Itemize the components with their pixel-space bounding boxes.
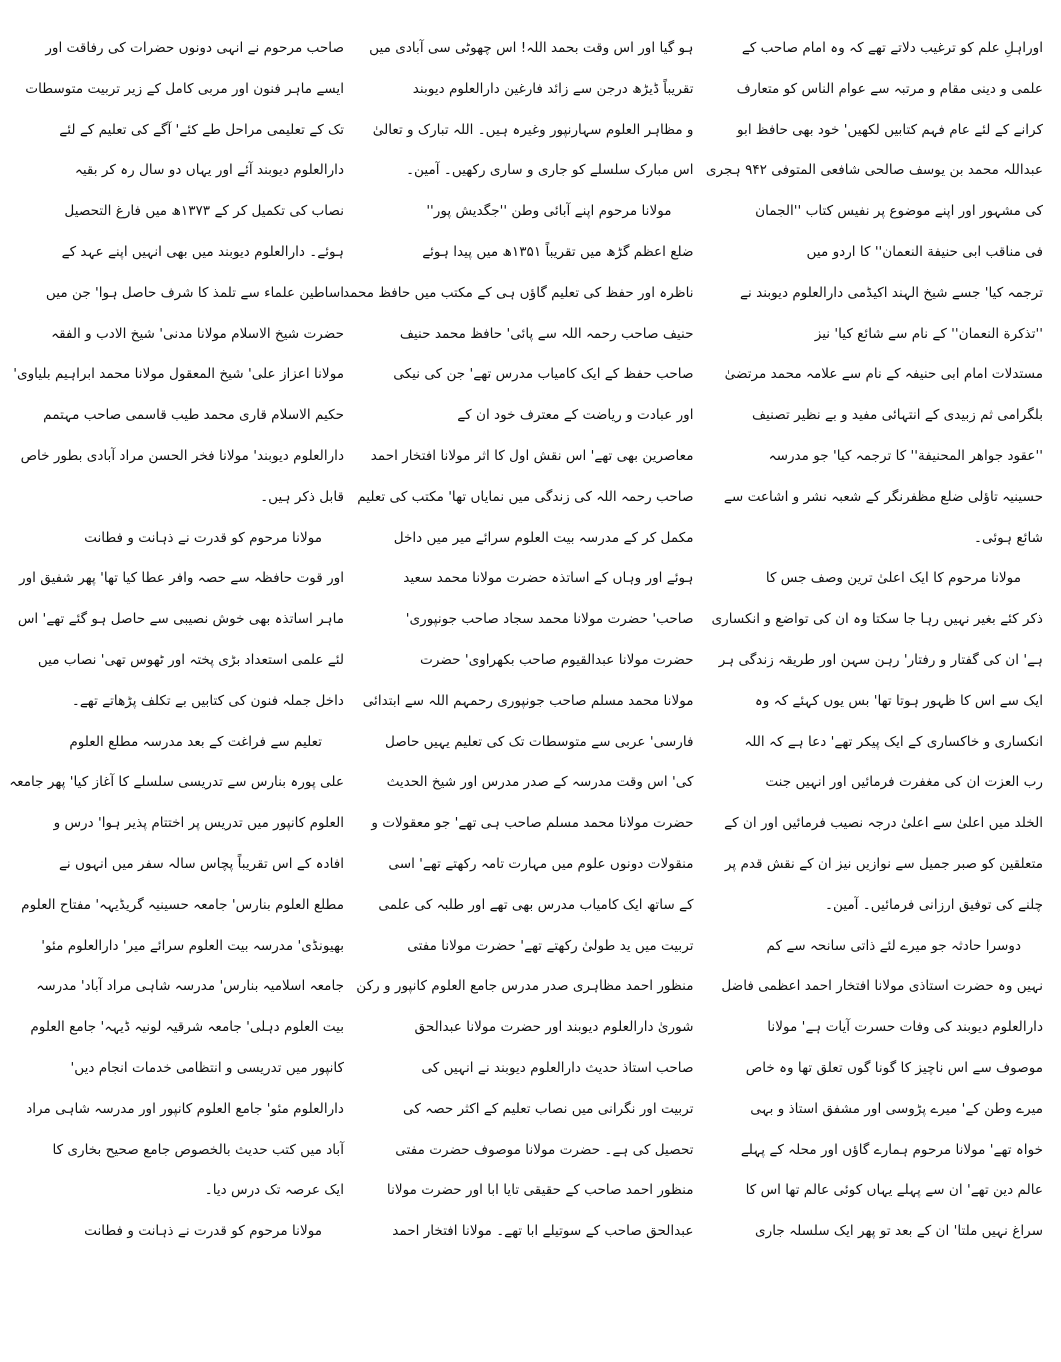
text-line: ماہر اساتذہ بھی خوش نصیبی سے حاصل ہو گئے تھے' اس xyxy=(17,611,344,628)
text-line: ایسے ماہر فنون اور مربی کامل کے زیر تربیت متوسطات xyxy=(25,80,344,97)
text-line: منظور احمد مظاہری صدر مدرس جامع العلوم کانپور و رکن xyxy=(356,978,694,995)
text-line: اور عبادت و ریاضت کے معترف خود ان کے xyxy=(457,407,694,424)
text-line: نہیں وہ حضرت استاذی مولانا افتخار احمد اعظمی فاضل xyxy=(721,978,1043,995)
text-line: دارالعلوم مئو' جامع العلوم کانپور اور مدرسہ شاہی مراد xyxy=(26,1100,344,1117)
text-line: مولانا اعزاز علی' شیخ المعقول مولانا محمد ابراہیم بلیاوی' xyxy=(13,366,344,383)
column-left xyxy=(9,28,344,1362)
text-line: تک کے تعلیمی مراحل طے کئے' آگے کی تعلیم کے لئے xyxy=(59,121,344,138)
text-line: عالم دین تھے' ان سے پہلے یہاں کوئی عالم تھا اس کا xyxy=(745,1182,1043,1199)
text-line: اوراہلِ علم کو ترغیب دلاتے تھے کہ وہ امام صاحب کے xyxy=(741,40,1043,56)
text-line: مطلع العلوم بنارس' جامعہ حسینیہ گریڈیہہ' مفتاح العلوم xyxy=(21,896,344,913)
text-line: مولانا مرحوم کا ایک اعلیٰ ترین وصف جس کا xyxy=(765,570,1021,587)
text-line: ترجمہ کیا' جسے شیخ الہند اکیڈمی دارالعلوم دیوبند نے xyxy=(740,284,1043,301)
text-line: ضلع اعظم گڑھ میں تقریباً ۱۳۵۱ھ میں پیدا ہوئے xyxy=(422,243,694,260)
text-line: ہوئے اور وہاں کے اساتذہ حضرت مولانا محمد سعید xyxy=(403,570,694,587)
text-line: بھیونڈی' مدرسہ بیت العلوم سرائے میر' دارالعلوم مئو' xyxy=(41,937,344,954)
column-right xyxy=(705,28,1043,1362)
text-line: ذکر کئے بغیر نہیں رہا جا سکتا وہ ان کی تواضع و انکساری xyxy=(711,611,1043,628)
text-line: و مظاہر العلوم سہارنپور وغیرہ ہیں۔ اللہ تبارک و تعالیٰ xyxy=(372,121,694,138)
text-line: تربیت اور نگرانی میں نصاب تعلیم کے اکثر حصہ کی xyxy=(403,1100,694,1117)
text-line: مولانا مرحوم اپنے آبائی وطن ''جگدیش پور'' xyxy=(426,203,672,220)
text-line: تحصیل کی ہے۔ حضرت مولانا موصوف حضرت مفتی xyxy=(395,1141,694,1158)
text-line: مولانا مرحوم کو قدرت نے ذہانت و فطانت xyxy=(84,529,322,546)
text-line: عبدالحق صاحب کے سوتیلے ابا تھے۔ مولانا افتخار احمد xyxy=(392,1223,694,1240)
text-line: ہے' ان کی گفتار و رفتار' رہن سہن اور طریقہ زندگی ہر xyxy=(718,651,1043,668)
text-line: کی' اس وقت مدرسہ کے صدر مدرس اور شیخ الحدیث xyxy=(386,774,694,791)
text-line: ''تذکرة النعمان'' کے نام سے شائع کیا' نیز xyxy=(814,325,1043,342)
text-line: العلوم کانپور میں تدریس پر اختتام پذیر ہوا' درس و xyxy=(53,815,344,832)
text-line: چلنے کی توفیق ارزانی فرمائیں۔ آمین۔ xyxy=(824,896,1043,913)
text-line: تعلیم سے فراغت کے بعد مدرسہ مطلع العلوم xyxy=(69,733,322,750)
text-line: ''عقود جواهر المحنیفة'' کا ترجمہ کیا' جو مدرسہ xyxy=(768,447,1043,464)
text-line: عبداللہ محمد بن یوسف صالحی شافعی المتوفی ۹۴۲ ہجری xyxy=(705,162,1043,179)
text-line: کرانے کے لئے عام فہم کتابیں لکھیں' خود بھی حافظ ابو xyxy=(737,121,1043,138)
text-line: معاصرین بھی تھے' اس نقش اول کا اثر مولانا افتخار احمد xyxy=(370,447,694,464)
text-line: کے ساتھ ایک کامیاب مدرس بھی تھے اور طلبہ کی علمی xyxy=(378,896,694,913)
text-line: شوریٰ دارالعلوم دیوبند اور حضرت مولانا عبدالحق xyxy=(414,1019,694,1036)
text-line: انکساری و خاکساری کے ایک پیکر تھے' دعا ہے کہ اللہ xyxy=(744,733,1043,750)
text-line: بیت العلوم دہلی' جامعہ شرقیہ لونیہ ڈیہہ' جامع العلوم xyxy=(30,1019,344,1036)
text-line: حضرت مولانا عبدالقیوم صاحب بکھراوی' حضرت xyxy=(420,651,694,668)
text-columns xyxy=(9,28,1043,1362)
text-line: مولانا مرحوم کو قدرت نے ذہانت و فطانت xyxy=(84,1223,322,1240)
text-line: میرے وطن کے' میرے پڑوسی اور مشفق استاذ و بہی xyxy=(750,1100,1043,1117)
text-line: داخل جملہ فنون کی کتابیں بے تکلف پڑھاتے تھے۔ xyxy=(71,692,344,709)
text-line: حضرت مولانا محمد مسلم صاحب ہی تھے' جو معقولات و xyxy=(371,815,694,832)
column-middle xyxy=(343,28,694,1362)
text-line: اس مبارک سلسلے کو جاری و ساری رکھیں۔ آمین۔ xyxy=(406,162,694,179)
text-line: آباد میں کتب حدیث بالخصوص جامع صحیح بخاری کا xyxy=(52,1141,344,1158)
text-line: افادہ کے اس تقریباً پچاس سالہ سفر میں انہوں نے xyxy=(58,855,344,872)
text-line: منظور احمد صاحب کے حقیقی تایا ابا اور حضرت مولانا xyxy=(386,1182,694,1199)
text-line: حضرت شیخ الاسلام مولانا مدنی' شیخ الادب و الفقہ xyxy=(51,325,344,342)
text-line: دارالعلوم دیوبند آئے اور یہاں دو سال رہ کر بقیہ xyxy=(74,162,344,179)
text-line: ایک سے اس کا ظہور ہوتا تھا' بس یوں کہئے کہ وہ xyxy=(754,692,1043,709)
text-line: علمی و دینی مقام و مرتبہ سے عوام الناس کو متعارف xyxy=(736,80,1043,97)
text-line: دارالعلوم دیوبند' مولانا فخر الحسن مراد آبادی بطور خاص xyxy=(20,447,344,464)
text-line: حسینیہ تاؤلی ضلع مظفرنگر کے شعبہ نشر و اشاعت سے xyxy=(723,488,1043,505)
text-line: سراغ نہیں ملتا' ان کے بعد تو پھر ایک سلسلہ جاری xyxy=(755,1223,1043,1240)
text-line: حنیف صاحب رحمہ اللہ سے پائی' حافظ محمد حنیف xyxy=(399,325,694,342)
text-line: بلگرامی ثم زبیدی کے انتہائی مفید و بے نظیر تصنیف xyxy=(751,407,1043,424)
text-line: کانپور میں تدریسی و انتظامی خدمات انجام دیں' xyxy=(70,1059,344,1076)
text-line: خواہ تھے' مولانا مرحوم ہمارے گاؤں اور محلہ کے پہلے xyxy=(740,1141,1043,1158)
text-line: فارسی' عربی سے متوسطات تک کی تعلیم یہیں حاصل xyxy=(384,733,694,750)
text-line: صاحب رحمہ اللہ کی زندگی میں نمایاں تھا' مکتب کی تعلیم xyxy=(357,488,694,505)
text-line: مولانا محمد مسلم صاحب جونپوری رحمہم اللہ سے ابتدائی xyxy=(362,692,694,709)
text-line: کی مشہور اور اپنے موضوع پر نفیس کتاب ''الجمان xyxy=(755,203,1043,220)
text-line: مستدلات امام ابی حنیفہ کے نام سے علامہ محمد مرتضیٰ xyxy=(724,366,1043,383)
text-line: نصاب کی تکمیل کر کے ۱۳۷۳ھ میں فارغ التحصیل xyxy=(64,203,344,220)
text-line: قابل ذکر ہیں۔ xyxy=(260,488,344,505)
text-line: ہو گیا اور اس وقت بحمد اللہ! اس چھوٹی سی آبادی میں xyxy=(369,40,694,56)
text-line: رب العزت ان کی مغفرت فرمائیں اور انہیں جنت xyxy=(765,774,1043,791)
text-line: جامعہ اسلامیہ بنارس' مدرسہ شاہی مراد آباد' مدرسہ xyxy=(36,978,344,995)
text-line: ہوئے۔ دارالعلوم دیوبند میں بھی انہیں اپنے عہد کے xyxy=(61,243,344,260)
text-line: ناظرہ اور حفظ کی تعلیم گاؤں ہی کے مکتب میں حافظ محمد xyxy=(343,284,694,301)
text-line: فی مناقب ابی حنیفة النعمان'' کا اردو میں xyxy=(806,243,1043,260)
text-line: تقریباً ڈیڑھ درجن سے زائد فارغین دارالعلوم دیوبند xyxy=(412,80,694,97)
text-line: منقولات دونوں علوم میں مہارت تامہ رکھتے تھے' اسی xyxy=(388,855,694,872)
text-line: علی پورہ بنارس سے تدریسی سلسلے کا آغاز کیا' پھر جامعہ xyxy=(9,774,344,791)
text-line: شائع ہوئی۔ xyxy=(974,529,1043,546)
text-line: مکمل کر کے مدرسہ بیت العلوم سرائے میر میں داخل xyxy=(393,529,694,546)
text-line: لئے علمی استعداد بڑی پختہ اور ٹھوس تھی' نصاب میں xyxy=(37,651,344,668)
text-line: صاحب استاذ حدیث دارالعلوم دیوبند نے انہیں کی xyxy=(421,1059,694,1076)
text-line: دارالعلوم دیوبند کی وفات حسرت آیات ہے' مولانا xyxy=(767,1019,1043,1036)
text-line: اور قوت حافظہ سے حصہ وافر عطا کیا تھا' پھر شفیق اور xyxy=(19,570,344,587)
text-line: صاحب حفظ کے ایک کامیاب مدرس تھے' جن کی نیکی xyxy=(393,366,694,383)
text-line: متعلقین کو صبر جمیل سے نوازیں نیز ان کے نقش قدم پر xyxy=(724,855,1043,872)
text-line: موصوف سے اس ناچیز کا گونا گوں تعلق تھا وہ خاص xyxy=(745,1059,1043,1076)
text-line: دوسرا حادثہ جو میرے لئے ذاتی سانحہ سے کم xyxy=(766,937,1021,954)
text-line: ایک عرصہ تک درس دیا۔ xyxy=(204,1182,344,1199)
text-line: اساطین علماء سے تلمذ کا شرف حاصل ہوا' جن میں xyxy=(45,284,344,301)
text-line: صاحب' حضرت مولانا محمد سجاد صاحب جونپوری' xyxy=(405,611,694,628)
text-line: صاحب مرحوم نے انہی دونوں حضرات کی رفاقت اور xyxy=(45,40,344,56)
text-line: الخلد میں اعلیٰ سے اعلیٰ درجہ نصیب فرمائیں اور ان کے xyxy=(724,815,1043,832)
text-line: حکیم الاسلام قاری محمد طیب قاسمی صاحب مہتمم xyxy=(43,407,344,424)
text-line: تربیت میں ید طولیٰ رکھتے تھے' حضرت مولانا مفتی xyxy=(407,937,694,954)
